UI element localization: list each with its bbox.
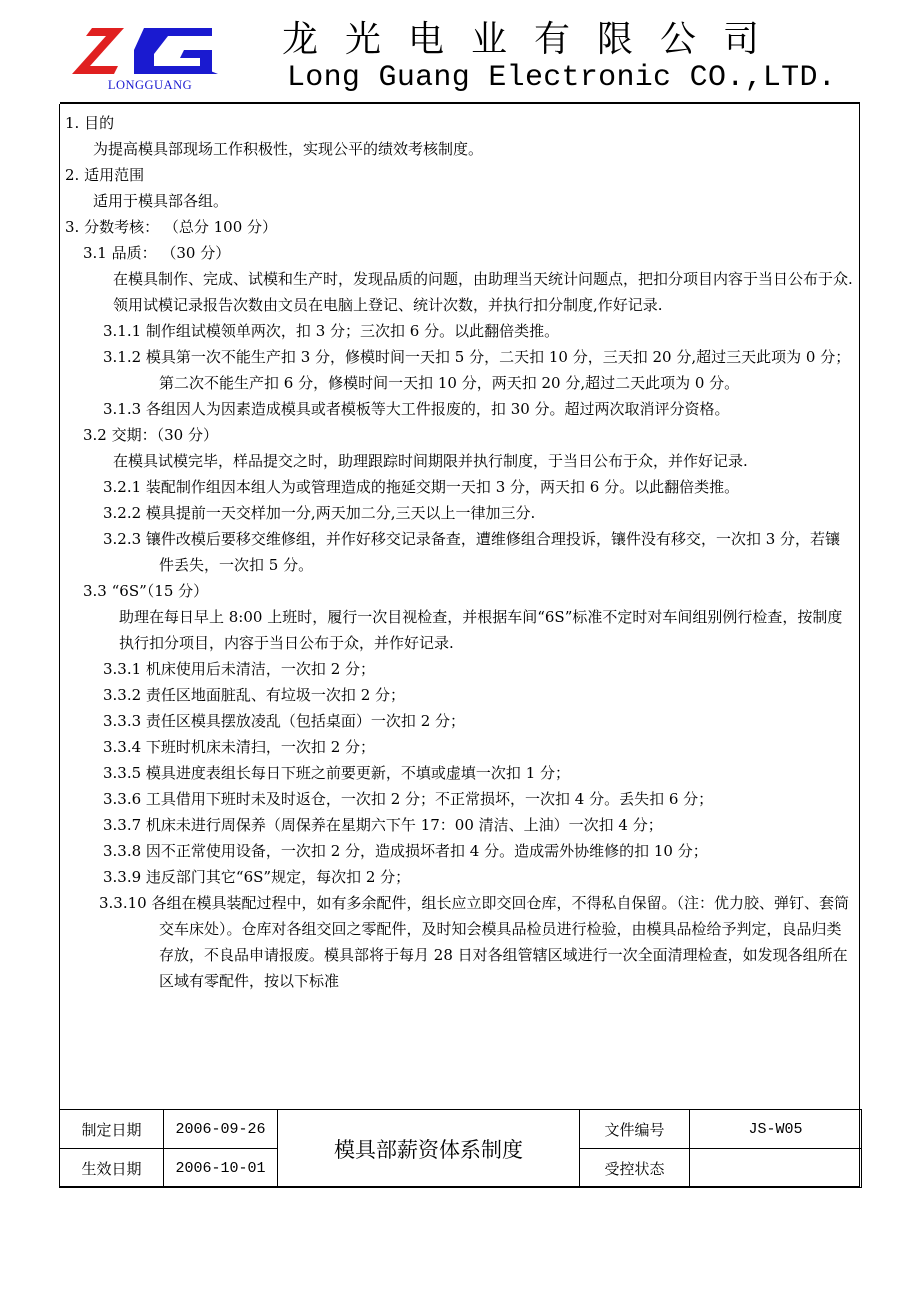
- section-2-text: 适用于模具部各组。: [93, 192, 229, 210]
- made-date-value: 2006-09-26: [164, 1110, 278, 1149]
- item-3-3-2: 3.3.2 责任区地面脏乱、有垃圾一次扣 2 分；: [103, 686, 406, 704]
- item-3-3-10: 3.3.10 各组在模具装配过程中，如有多余配件，组长应立即交回仓库，不得私自保留。（注：优力胶、弹钉、套筒交车床处）。仓库对各组交回之零配件，及时知会模具品检员进行检验，由模具品检给予判定，良品归类存放，不良品申请报废。模具部将于每月 28 日对各组管辖区域进行一次全面清理检查，如发现各组所在区域有零配件，按以下标准: [99, 894, 849, 990]
- item-3-1-2: 3.1.2 模具第一次不能生产扣 3 分，修模时间一天扣 5 分，二天扣 10 分，三天扣 20 分,超过三天此项为 0 分；第二次不能生产扣 6 分，修模时间一天扣 10 分，两天扣 20 分,超过二天此项为 0 分。: [103, 348, 851, 392]
- logo-wordmark: LONGGUANG: [107, 78, 193, 92]
- item-3-3-3: 3.3.3 责任区模具摆放凌乱（包括桌面）一次扣 2 分；: [103, 712, 466, 730]
- section-3-3-title: 3.3 “6S”（15 分）: [83, 582, 209, 600]
- section-3-title: 3. 分数考核： （总分 100 分）: [65, 218, 278, 236]
- section-3-2-title: 3.2 交期：（30 分）: [83, 426, 218, 444]
- section-1-text: 为提高模具部现场工作积极性，实现公平的绩效考核制度。: [93, 140, 484, 158]
- effective-date-value: 2006-10-01: [164, 1149, 278, 1188]
- section-2-title: 2. 适用范围: [65, 166, 145, 184]
- section-3-1-text: 在模具制作、完成、试模和生产时，发现品质的问题，由助理当天统计问题点，把扣分项目内容于当日公布于众.领用试模记录报告次数由文员在电脑上登记、统计次数，并执行扣分制度,作好记录.: [113, 270, 853, 314]
- item-3-3-9: 3.3.9 违反部门其它“6S”规定，每次扣 2 分；: [103, 868, 411, 886]
- section-3-2-text: 在模具试模完毕，样品提交之时，助理跟踪时间期限并执行制度，于当日公布于众，并作好记录.: [113, 452, 748, 470]
- section-3-3-text: 助理在每日早上 8:00 上班时，履行一次目视检查，并根据车间“6S”标准不定时对车间组别例行检查，按制度执行扣分项目，内容于当日公布于众，并作好记录.: [119, 608, 843, 652]
- logo-blue-shape: [134, 28, 212, 74]
- logo-red-shape: [72, 28, 124, 74]
- company-name-cn: 龙光电业有限公司: [282, 19, 787, 60]
- document-footer-table: [59, 1109, 862, 1188]
- document-title: 模具部薪资体系制度: [278, 1110, 580, 1188]
- section-3-1-title: 3.1 品质： （30 分）: [83, 244, 231, 262]
- section-1-title: 1. 目的: [65, 114, 115, 132]
- company-name-en: Long Guang Electronic CO.,LTD.: [287, 61, 837, 95]
- control-status-value: [690, 1149, 862, 1188]
- item-3-3-7: 3.3.7 机床未进行周保养（周保养在星期六下午 17：00 清洁、上油）一次扣 4 分；: [103, 816, 663, 834]
- item-3-3-1: 3.3.1 机床使用后未清洁，一次扣 2 分；: [103, 660, 376, 678]
- item-3-2-1: 3.2.1 装配制作组因本组人为或管理造成的拖延交期一天扣 3 分，两天扣 6 分。以此翻倍类推。: [103, 478, 740, 496]
- made-date-label: 制定日期: [60, 1110, 164, 1149]
- item-3-2-2: 3.2.2 模具提前一天交样加一分,两天加二分,三天以上一律加三分.: [103, 504, 536, 522]
- document-body: [65, 110, 855, 994]
- item-3-3-6: 3.3.6 工具借用下班时未及时返仓，一次扣 2 分；不正常损坏，一次扣 4 分。丢失扣 6 分；: [103, 790, 714, 808]
- item-3-3-8: 3.3.8 因不正常使用设备，一次扣 2 分，造成损坏者扣 4 分。造成需外协维修的扣 10 分；: [103, 842, 708, 860]
- effective-date-label: 生效日期: [60, 1149, 164, 1188]
- doc-number-value: JS-W05: [690, 1110, 862, 1149]
- item-3-3-4: 3.3.4 下班时机床未清扫，一次扣 2 分；: [103, 738, 376, 756]
- item-3-2-3: 3.2.3 镶件改模后要移交维修组，并作好移交记录备查，遭维修组合理投诉，镶件没有移交，一次扣 3 分，若镶件丢失，一次扣 5 分。: [103, 530, 841, 574]
- doc-number-label: 文件编号: [580, 1110, 690, 1149]
- company-logo: [72, 26, 232, 96]
- item-3-1-3: 3.1.3 各组因人为因素造成模具或者模板等大工件报废的，扣 30 分。超过两次取消评分资格。: [103, 400, 730, 418]
- logo-mark-icon: [72, 26, 232, 78]
- item-3-1-1: 3.1.1 制作组试模领单两次，扣 3 分；三次扣 6 分。以此翻倍类推。: [103, 322, 560, 340]
- item-3-3-5: 3.3.5 模具进度表组长每日下班之前要更新，不填或虚填一次扣 1 分；: [103, 764, 571, 782]
- control-status-label: 受控状态: [580, 1149, 690, 1188]
